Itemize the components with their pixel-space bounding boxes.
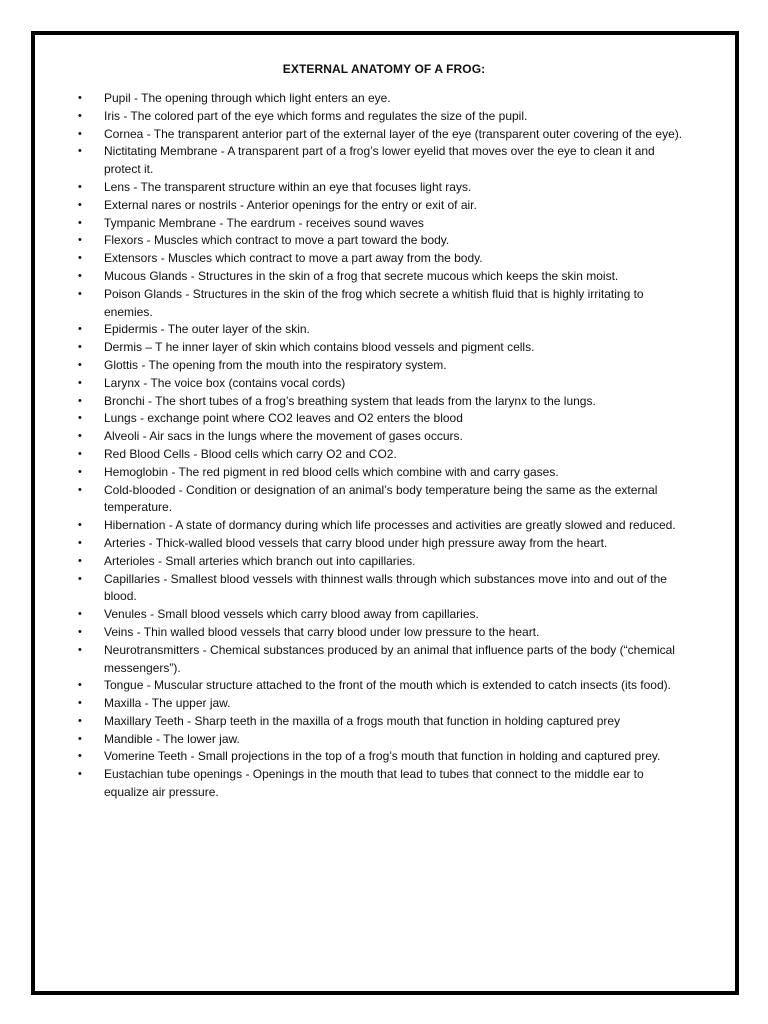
bullet-icon: • [78,358,82,371]
list-item [78,642,684,678]
list-item-text: Maxilla - The upper jaw. [104,696,231,711]
list-item-text: Hemoglobin - The red pigment in red blood cells which combine with and carry gases. [104,464,559,479]
list-item-text: Glottis - The opening from the mouth into the respiratory system. [104,357,447,372]
list-item-text: Mandible - The lower jaw. [104,731,240,746]
bullet-icon: • [78,572,82,585]
list-item [78,393,684,411]
list-item [78,375,684,393]
list-item-text: Arterioles - Small arteries which branch out into capillaries. [104,553,416,568]
list-item [78,553,684,571]
list-item [78,571,684,607]
list-item-text: Tongue - Muscular structure attached to the front of the mouth which is extended to catch insects (its food). [104,678,671,693]
list-item [78,766,684,802]
list-item-text: Pupil - The opening through which light enters an eye. [104,91,391,105]
bullet-icon: • [78,394,82,407]
bullet-icon: • [78,198,82,211]
list-item-text: Hibernation - A state of dormancy during which life processes and activities are greatly slowed and reduced. [104,518,676,533]
list-item [78,410,684,428]
list-item [78,321,684,339]
list-item-text: Eustachian tube openings - Openings in the mouth that lead to tubes that connect to the middle ear to equalize air pressure. [104,767,644,800]
list-item [78,482,684,518]
list-item-text: Tympanic Membrane - The eardrum - receives sound waves [104,215,424,230]
list-item-text: Maxillary Teeth - Sharp teeth in the maxilla of a frogs mouth that function in holding captured prey [104,713,621,728]
bullet-icon: • [78,554,82,567]
bullet-icon: • [78,679,82,692]
bullet-icon: • [78,714,82,727]
list-item [78,250,684,268]
list-item-text: Neurotransmitters - Chemical substances produced by an animal that influence parts of the body (“chemical messengers”). [104,642,675,675]
list-item-text: Bronchi - The short tubes of a frog’s breathing system that leads from the larynx to the lungs. [104,393,596,408]
bullet-icon: • [78,127,82,140]
list-item-text: Cold-blooded - Condition or designation of an animal’s body temperature being the same as the external temperature. [104,482,658,515]
bullet-icon: • [78,145,82,158]
list-item-text: Extensors - Muscles which contract to move a part away from the body. [104,251,483,266]
list-item-text: Vomerine Teeth - Small projections in the top of a frog’s mouth that function in holding and captured prey. [104,749,661,764]
list-item-text: Lens - The transparent structure within an eye that focuses light rays. [104,179,472,194]
list-item [78,464,684,482]
list-item [78,339,684,357]
definition-list [78,90,684,802]
bullet-icon: • [78,519,82,532]
list-item-text: Veins - Thin walled blood vessels that carry blood under low pressure to the heart. [104,624,540,639]
bullet-icon: • [78,92,82,104]
list-item [78,624,684,642]
list-item-text: Capillaries - Smallest blood vessels with thinnest walls through which substances move into and out of the blood. [104,571,667,604]
list-item [78,731,684,749]
bullet-icon: • [78,269,82,282]
list-item [78,446,684,464]
list-item [78,535,684,553]
bullet-icon: • [78,643,82,656]
list-item [78,90,684,108]
list-item [78,517,684,535]
list-item [78,232,684,250]
bullet-icon: • [78,536,82,549]
bullet-icon: • [78,608,82,621]
bullet-icon: • [78,697,82,710]
bullet-icon: • [78,376,82,389]
bullet-icon: • [78,625,82,638]
bullet-icon: • [78,483,82,496]
list-item-text: Venules - Small blood vessels which carry blood away from capillaries. [104,607,479,622]
list-item [78,606,684,624]
bullet-icon: • [78,750,82,763]
list-item-text: Cornea - The transparent anterior part of the external layer of the eye (transparent outer covering of the eye). [104,126,683,141]
bullet-icon: • [78,447,82,460]
list-item-text: Mucous Glands - Structures in the skin of a frog that secrete mucous which keeps the skin moist. [104,268,619,283]
list-item-text: Red Blood Cells - Blood cells which carry O2 and CO2. [104,446,397,461]
list-item [78,143,684,179]
bullet-icon: • [78,341,82,354]
bullet-icon: • [78,287,82,300]
bullet-icon: • [78,465,82,478]
list-item [78,197,684,215]
list-item-text: Flexors - Muscles which contract to move a part toward the body. [104,233,450,248]
list-item-text: Larynx - The voice box (contains vocal cords) [104,375,346,390]
list-item [78,713,684,731]
list-item [78,357,684,375]
list-item [78,108,684,126]
list-item [78,126,684,144]
list-item [78,748,684,766]
list-item [78,286,684,322]
bullet-icon: • [78,252,82,265]
list-item-text: Lungs - exchange point where CO2 leaves and O2 enters the blood [104,411,463,426]
list-item [78,428,684,446]
list-item [78,695,684,713]
list-item-text: Iris - The colored part of the eye which forms and regulates the size of the pupil. [104,108,528,123]
document-title: EXTERNAL ANATOMY OF A FROG: [282,62,486,76]
bullet-icon: • [78,216,82,229]
bullet-icon: • [78,430,82,443]
list-item-text: External nares or nostrils - Anterior openings for the entry or exit of air. [104,197,477,212]
list-item-text: Alveoli - Air sacs in the lungs where the movement of gases occurs. [104,429,463,444]
list-item-text: Nictitating Membrane - A transparent part of a frog’s lower eyelid that moves over the eye to clean it and protect it. [104,144,655,177]
list-item [78,677,684,695]
list-item [78,268,684,286]
list-item-text: Poison Glands - Structures in the skin of the frog which secrete a whitish fluid that is highly irritating to enemies. [104,286,644,319]
list-item-text: Dermis – T he inner layer of skin which contains blood vessels and pigment cells. [104,340,535,355]
bullet-icon: • [78,768,82,781]
list-item [78,215,684,233]
list-item [78,179,684,197]
bullet-icon: • [78,732,82,745]
list-item-text: Epidermis - The outer layer of the skin. [104,322,310,337]
bullet-icon: • [78,109,82,122]
bullet-icon: • [78,323,82,336]
bullet-icon: • [78,180,82,193]
list-item-text: Arteries - Thick-walled blood vessels that carry blood under high pressure away from the heart. [104,535,608,550]
bullet-icon: • [78,412,82,425]
bullet-icon: • [78,234,82,247]
